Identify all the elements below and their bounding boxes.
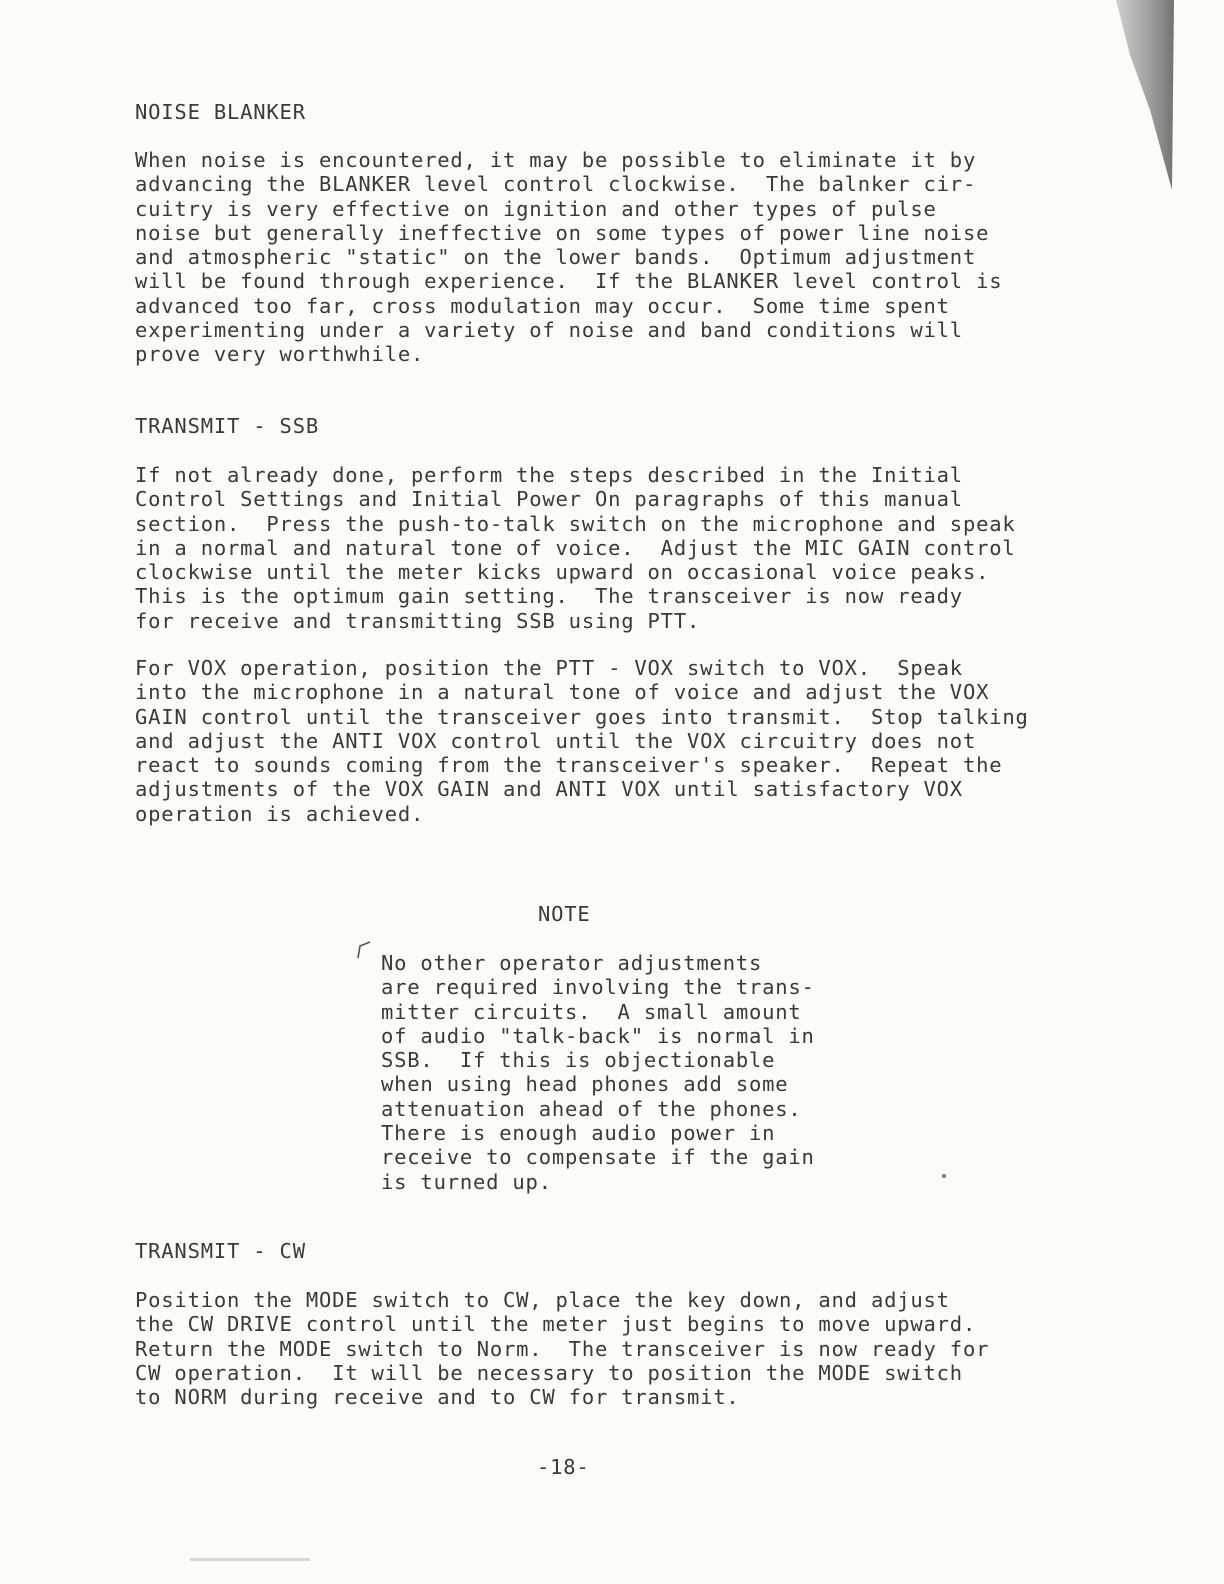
note-body: No other operator adjustments are required involving the trans- mitter circuits. A small amount of audio "talk-back" is normal in SSB. If this is objectionable when using head phones add some attenuation ahead of the phones. There is enough audio power in receive to compensate if the gain is turned up.: [381, 951, 815, 1194]
pen-tick-mark: [356, 940, 376, 960]
paragraph-transmit-cw: Position the MODE switch to CW, place the key down, and adjust the CW DRIVE control until the meter just begins to move upward. Return the MODE switch to Norm. The transceiver is now ready for CW operation. It will be necessary to position the MODE switch to NORM during receive and to CW for transmit.: [135, 1288, 990, 1410]
scan-smudge: [190, 1555, 310, 1565]
page-number: -18-: [537, 1455, 590, 1479]
stray-dot: [940, 1172, 948, 1180]
heading-transmit-ssb: TRANSMIT - SSB: [135, 414, 319, 438]
paragraph-noise-blanker: When noise is encountered, it may be possible to eliminate it by advancing the BLANKER level control clockwise. The balnker cir- cuitry is very effective on ignition and other types of pulse noise but generally ineffective on some types of power line noise and atmospheric "static" on the lower bands. Optimum adjustment will be found through experience. If the BLANKER level control is advanced too far, cross modulation may occur. Some time spent experimenting under a variety of noise and band conditions will prove very worthwhile.: [135, 148, 1003, 367]
heading-noise-blanker: NOISE BLANKER: [135, 100, 306, 124]
scan-edge-shadow: [1110, 0, 1174, 200]
heading-note: NOTE: [538, 902, 591, 926]
paragraph-ssb-vox: For VOX operation, position the PTT - VOX switch to VOX. Speak into the microphone in a natural tone of voice and adjust the VOX GAIN control until the transceiver goes into transmit. Stop talking and adjust the ANTI VOX control until the VOX circuitry does not react to sounds coming from the transceiver's speaker. Repeat the adjustments of the VOX GAIN and ANTI VOX until satisfactory VOX operation is achieved.: [135, 656, 1029, 826]
paragraph-ssb-ptt: If not already done, perform the steps described in the Initial Control Settings and Initial Power On paragraphs of this manual section. Press the push-to-talk switch on the microphone and speak in a normal and natural tone of voice. Adjust the MIC GAIN control clockwise until the meter kicks upward on occasional voice peaks. This is the optimum gain setting. The transceiver is now ready for receive and transmitting SSB using PTT.: [135, 463, 1016, 633]
heading-transmit-cw: TRANSMIT - CW: [135, 1239, 306, 1263]
